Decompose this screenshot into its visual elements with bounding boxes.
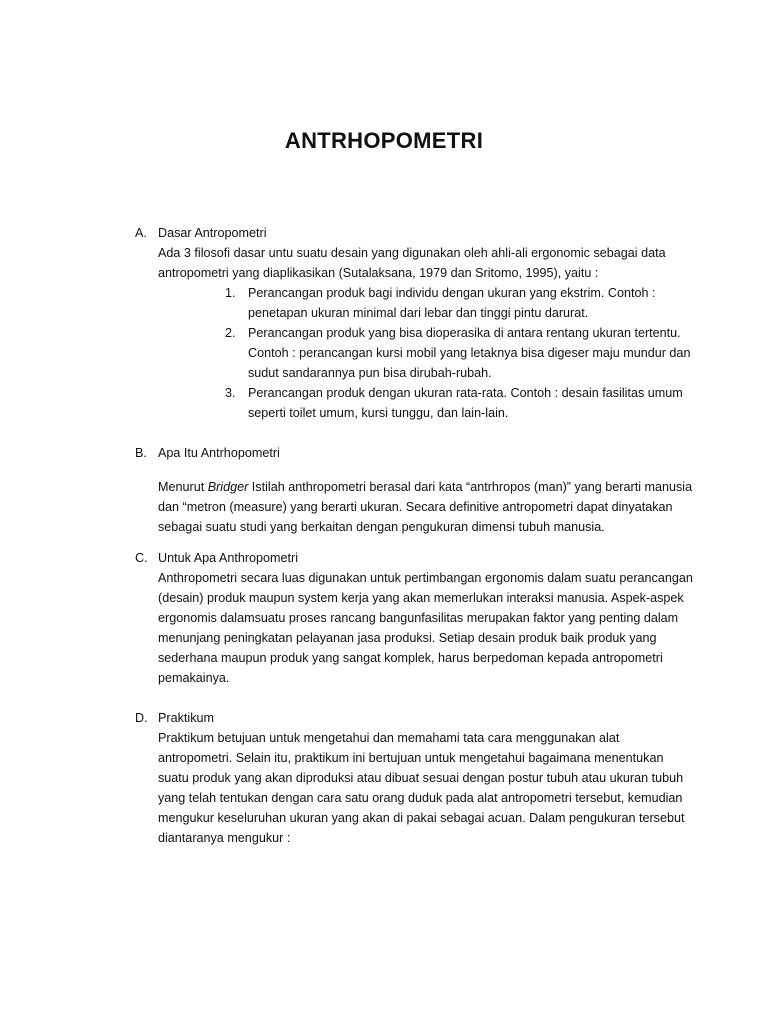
section-b-lead: Menurut bbox=[158, 480, 208, 494]
section-a-list bbox=[225, 283, 695, 423]
section-c-letter: C. bbox=[135, 551, 148, 565]
section-b bbox=[135, 443, 695, 537]
section-b-heading bbox=[135, 443, 695, 463]
section-c-heading bbox=[135, 548, 695, 568]
section-b-text: Istilah anthropometri berasal dari kata “antrhropos (man)” yang berarti manusia dan “metron (measure) yang berarti ukuran. Secara definitive antropometri dapat dinyatakan sebagai suatu studi yang berkaitan dengan pengukuran dimensi tubuh manusia. bbox=[158, 480, 693, 534]
section-b-letter: B. bbox=[135, 446, 147, 460]
section-b-body bbox=[158, 477, 695, 537]
list-item-number: 1. bbox=[225, 286, 236, 300]
section-d-heading bbox=[135, 708, 695, 728]
section-a-heading bbox=[135, 223, 695, 243]
list-item bbox=[225, 323, 695, 383]
section-c bbox=[135, 548, 695, 688]
section-a bbox=[135, 223, 695, 423]
section-d-body: Praktikum betujuan untuk mengetahui dan memahami tata cara menggunakan alat antropometri. Selain itu, praktikum ini bertujuan untuk mengetahui bagaimana menentukan suatu produk yang akan diproduksi atau dibuat sesuai dengan postur tubuh atau ukuran tubuh yang telah tentukan dengan cara satu orang duduk pada alat antropometri tersebut, kemudian mengukur keseluruhan ukuran yang akan di pakai sebagai acuan. Dalam pengukuran tersebut diantaranya mengukur : bbox=[158, 731, 685, 845]
section-d-letter: D. bbox=[135, 711, 148, 725]
section-c-title: Untuk Apa Anthropometri bbox=[158, 551, 299, 565]
list-item bbox=[225, 383, 695, 423]
section-b-title: Apa Itu Antrhopometri bbox=[158, 446, 280, 460]
list-item-text: Perancangan produk dengan ukuran rata-rata. Contoh : desain fasilitas umum seperti toilet umum, kursi tunggu, dan lain-lain. bbox=[248, 386, 683, 420]
section-a-intro: Ada 3 filosofi dasar untu suatu desain yang digunakan oleh ahli-ali ergonomic sebagai data antropometri yang diaplikasikan (Sutalaksana, 1979 dan Sritomo, 1995), yaitu : bbox=[158, 246, 666, 280]
list-item-number: 2. bbox=[225, 326, 236, 340]
list-item-number: 3. bbox=[225, 386, 236, 400]
section-d bbox=[135, 708, 695, 848]
section-c-body: Anthropometri secara luas digunakan untuk pertimbangan ergonomis dalam suatu perancangan (desain) produk maupun system kerja yang akan memerlukan interaksi manusia. Aspek-aspek ergonomis dalamsuatu proses rancang bangunfasilitas merupakan faktor yang penting dalam menunjang peningkatan pelayanan jasa produksi. Setiap desain produk baik produk yang sederhana maupun produk yang sangat komplek, harus berpedoman kepada antropometri pemakainya. bbox=[158, 571, 693, 685]
section-a-letter: A. bbox=[135, 226, 147, 240]
list-item-text: Perancangan produk bagi individu dengan ukuran yang ekstrim. Contoh : penetapan ukuran minimal dari lebar dan tinggi pintu darurat. bbox=[248, 286, 656, 320]
author-name: Bridger bbox=[207, 480, 249, 494]
section-d-title: Praktikum bbox=[158, 711, 214, 725]
document-title: ANTRHOPOMETRI bbox=[284, 128, 484, 153]
list-item bbox=[225, 283, 695, 323]
section-a-title: Dasar Antropometri bbox=[158, 226, 267, 240]
list-item-text: Perancangan produk yang bisa dioperasika di antara rentang ukuran tertentu. Contoh : perancangan kursi mobil yang letaknya bisa digeser maju mundur dan sudut sandarannya pun bisa dirubah-rubah. bbox=[248, 326, 691, 380]
